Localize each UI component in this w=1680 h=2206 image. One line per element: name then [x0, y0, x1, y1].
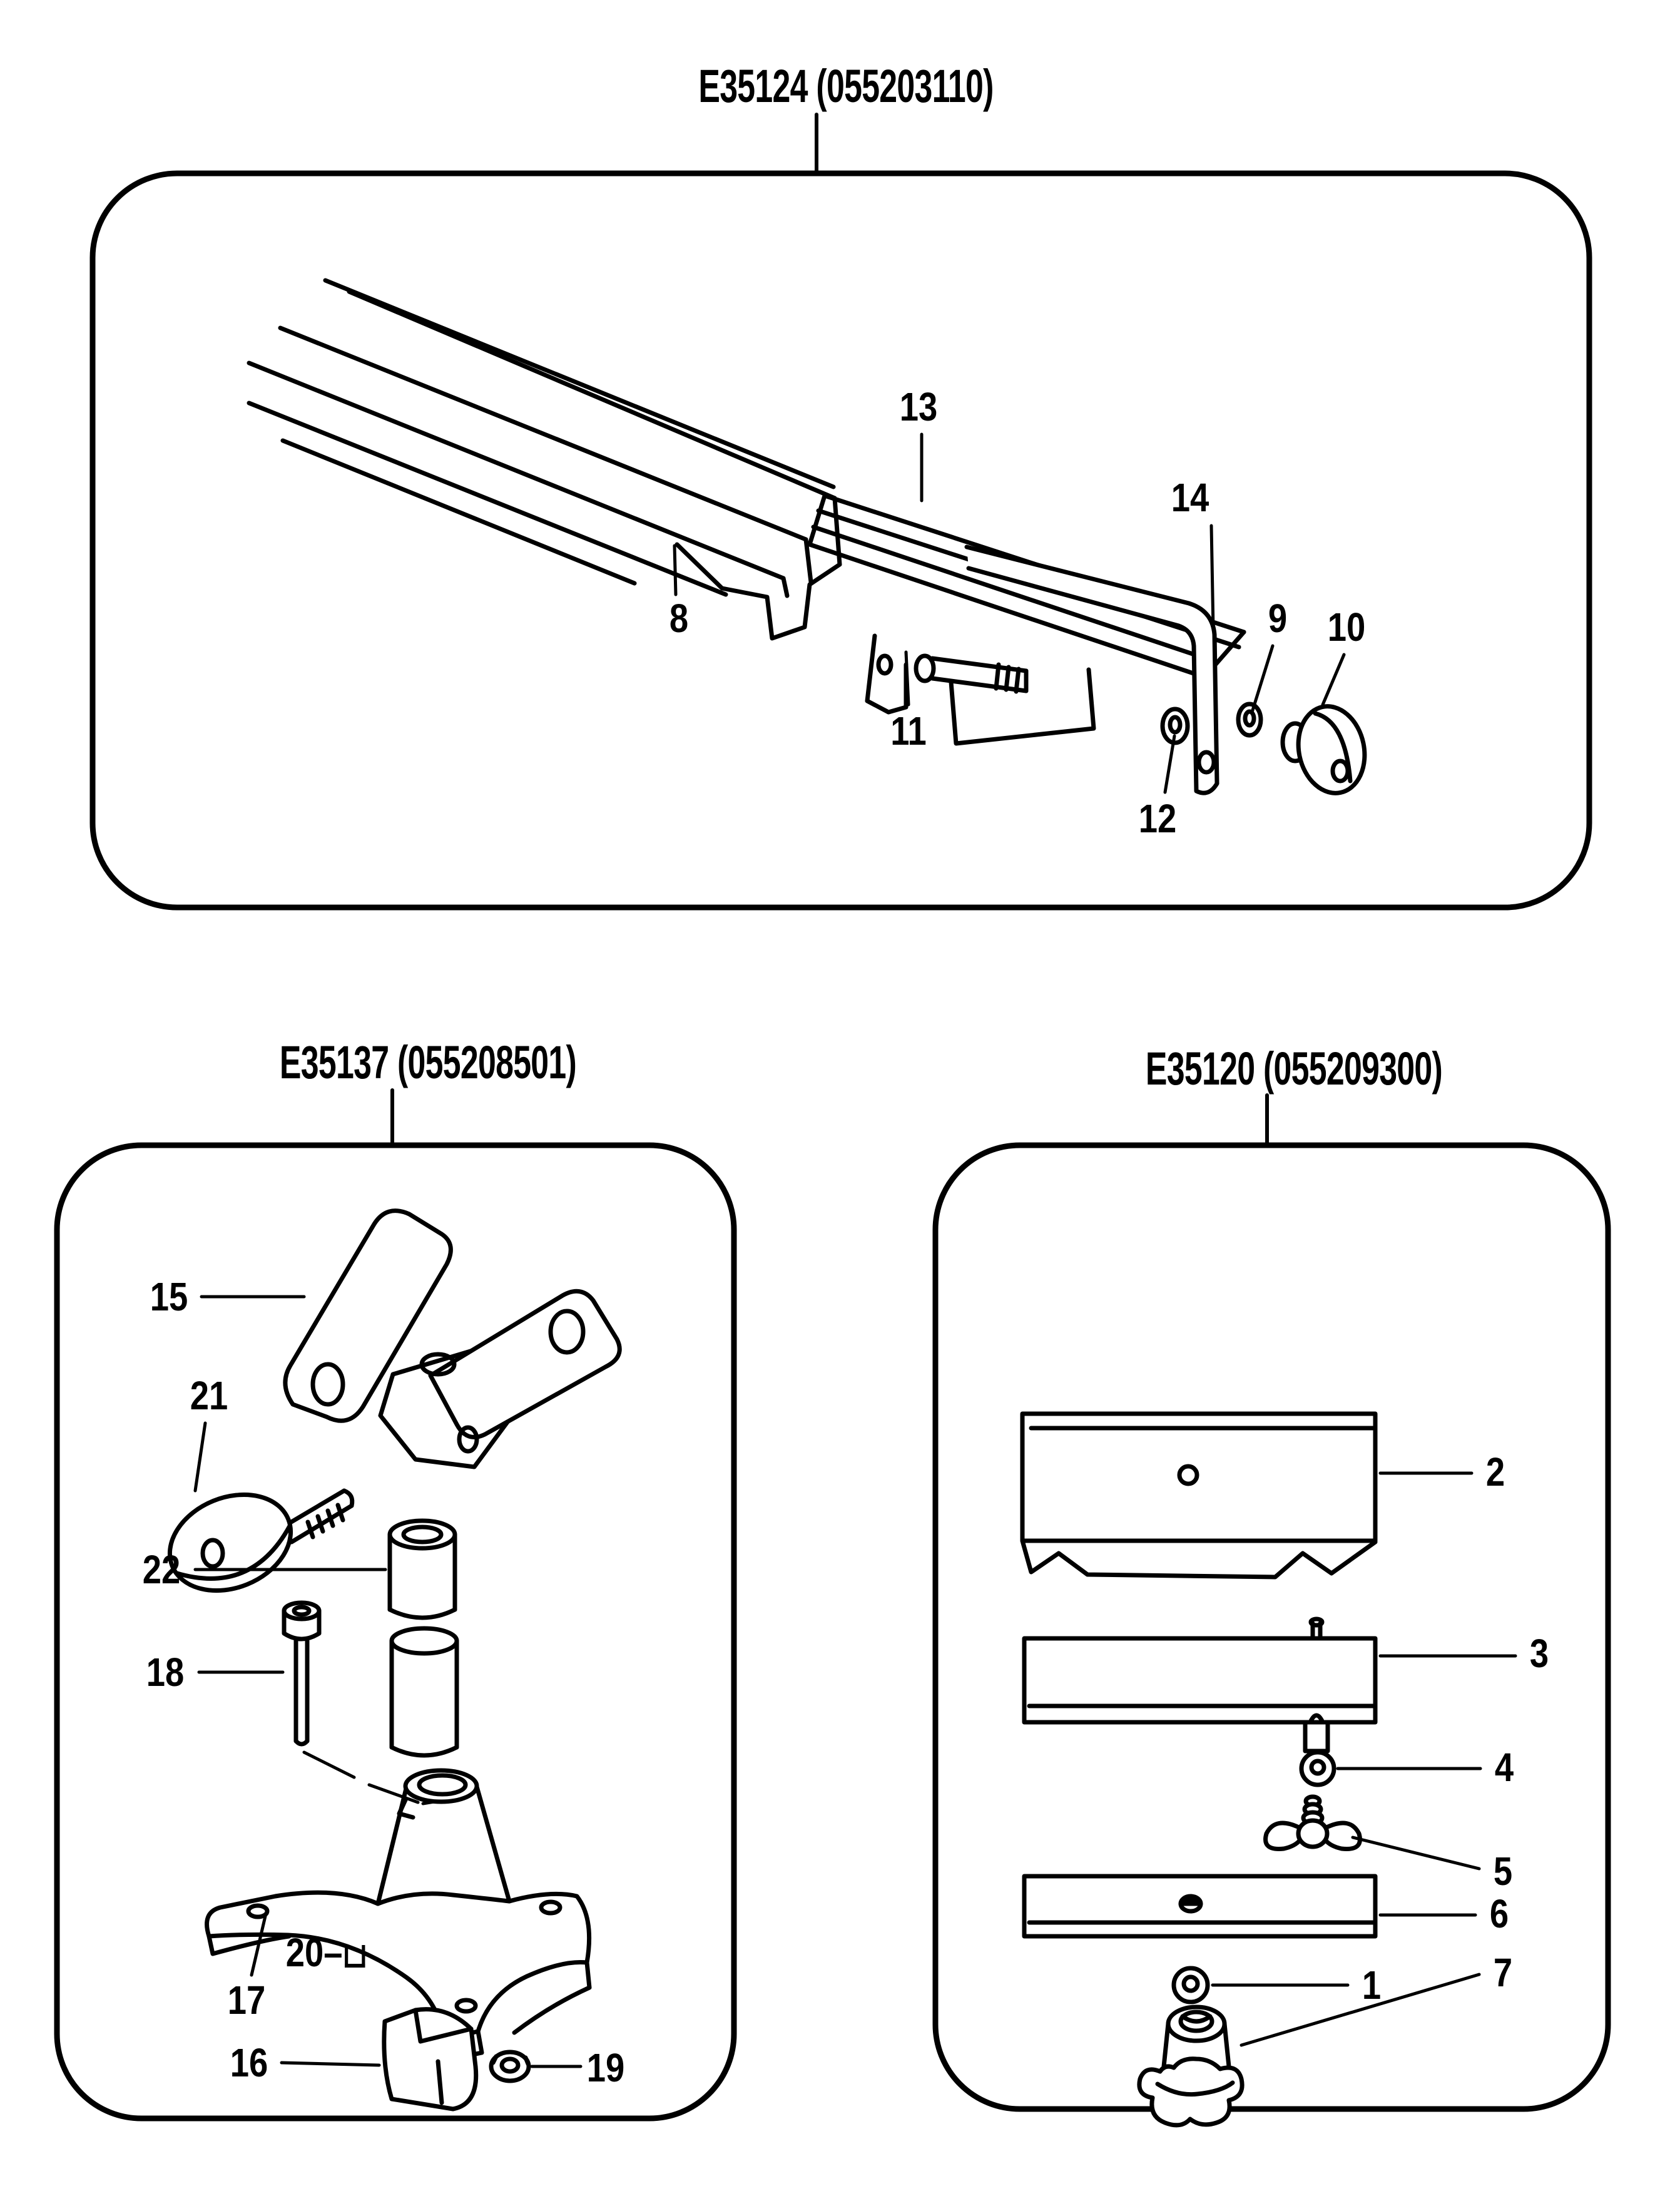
part-5-label: 5 — [1493, 1849, 1513, 1894]
part-19-label: 19 — [586, 2045, 625, 2090]
part-5-wing-nut — [1266, 1797, 1360, 1849]
panel-borders — [57, 173, 1608, 2118]
part-10-thumb-knob — [1283, 700, 1372, 800]
part-9-label: 9 — [1268, 596, 1288, 641]
part-9-leader — [1252, 646, 1273, 712]
part-5-leader — [1353, 1837, 1479, 1869]
part-13-label: 13 — [899, 384, 938, 429]
part-12-leader — [1165, 736, 1174, 792]
part-19-nut — [491, 2052, 529, 2081]
part-1-washer — [1174, 1968, 1208, 2002]
part-22-spacer-tube — [390, 1521, 457, 1755]
part-8-leader — [675, 546, 676, 595]
part-15-label: 15 — [150, 1274, 188, 1319]
part-21-label: 21 — [190, 1373, 228, 1418]
panel-top-border — [93, 173, 1589, 907]
part-7-label: 7 — [1493, 1950, 1513, 1995]
part-7-clamp-knob — [1139, 2007, 1242, 2125]
part-16-leader — [282, 2063, 379, 2065]
title-ticks — [392, 115, 1267, 1145]
part-1-label: 1 — [1362, 1963, 1382, 2008]
part-14-label: 14 — [1171, 475, 1209, 520]
part-14-leader — [1211, 526, 1213, 630]
part-11-label: 11 — [890, 708, 927, 753]
panel-bottom-right-title: E35120 (055209300) — [1145, 1043, 1443, 1095]
part-18-bolt — [284, 1603, 319, 1744]
part-15-hinge-bracket — [285, 1211, 619, 1467]
part-3-label: 3 — [1529, 1631, 1549, 1676]
part-12-label: 12 — [1138, 796, 1177, 841]
part-17-label: 17 — [227, 1978, 266, 2023]
part-18-label: 18 — [146, 1650, 185, 1695]
part-21-lock-knob — [155, 1478, 352, 1608]
part-2-clamp-block — [1022, 1414, 1375, 1577]
part-20-label: 20– — [286, 1933, 365, 1973]
panel-top-title: E35124 (055203110) — [698, 60, 994, 112]
part-3-clamp-bar — [1024, 1619, 1375, 1751]
part-16-label: 16 — [230, 2040, 268, 2085]
u-clip-glyph — [345, 1945, 365, 1968]
part-4-washer — [1301, 1752, 1334, 1785]
part-8-label: 8 — [669, 596, 689, 641]
part-6-clamp-bar — [1024, 1876, 1375, 1936]
part-8-rail-extrusion — [249, 280, 840, 641]
part-9-washer — [1238, 704, 1261, 735]
part-11-clamp-bracket — [867, 636, 1026, 712]
part-2-label: 2 — [1485, 1449, 1505, 1494]
part-16-corner-block — [384, 2009, 476, 2109]
part-6-label: 6 — [1489, 1891, 1509, 1936]
part-21-leader — [195, 1423, 205, 1491]
panel-bottom-left-title: E35137 (055208501) — [279, 1036, 577, 1088]
part-22-label: 22 — [142, 1547, 181, 1592]
part-4-label: 4 — [1494, 1745, 1514, 1790]
line-art — [155, 280, 1375, 2125]
part-10-leader — [1323, 655, 1344, 705]
part-10-label: 10 — [1327, 605, 1366, 650]
